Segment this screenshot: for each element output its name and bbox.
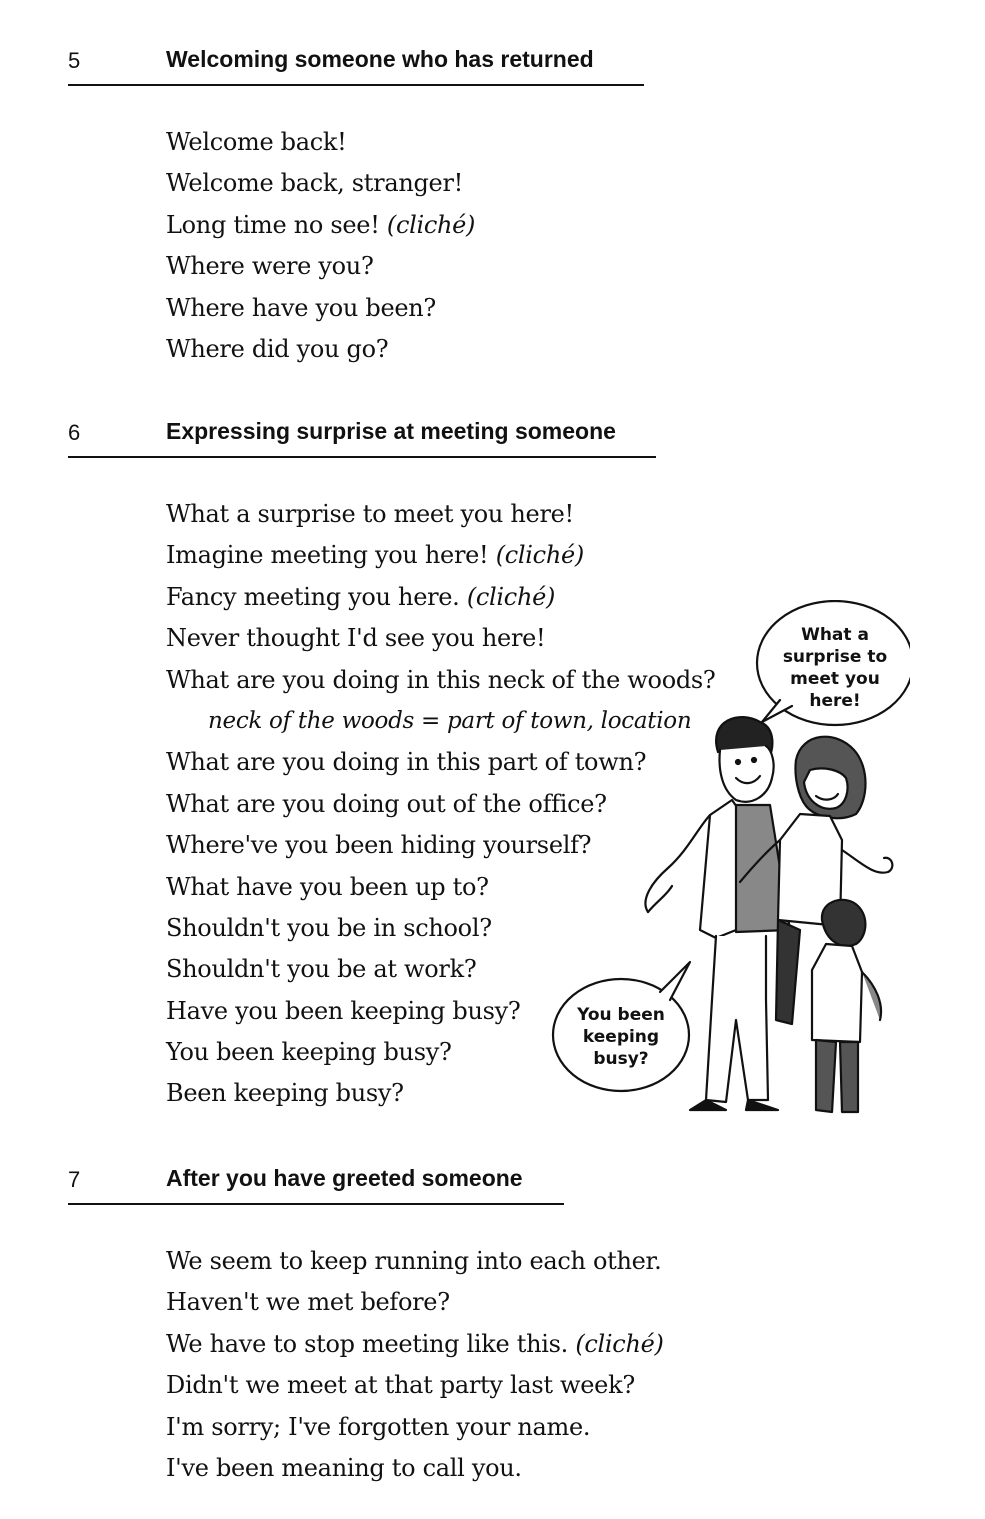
phrase: What are you doing out of the office? xyxy=(166,789,607,818)
phrase: What have you been up to? xyxy=(166,872,489,901)
phrase: Imagine meeting you here! (cliché) xyxy=(166,541,584,570)
section-rule xyxy=(68,1203,564,1205)
phrase: Where did you go? xyxy=(166,334,389,363)
phrase: Where have you been? xyxy=(166,293,436,322)
phrase: Where were you? xyxy=(166,252,374,281)
phrase: Never thought I'd see you here! xyxy=(166,624,546,653)
phrase: We have to stop meeting like this. (cliché) xyxy=(166,1329,664,1358)
phrase: Didn't we meet at that party last week? xyxy=(166,1371,635,1400)
section-number: 5 xyxy=(68,48,81,73)
phrase: Shouldn't you be in school? xyxy=(166,913,492,942)
phrase: Shouldn't you be at work? xyxy=(166,955,477,984)
bubble-bottom-line: keeping xyxy=(582,1027,660,1047)
phrase: Been keeping busy? xyxy=(166,1079,404,1108)
bubble-bottom-line: busy? xyxy=(593,1049,649,1069)
cartoon-illustration xyxy=(540,600,910,1140)
section-number: 6 xyxy=(68,420,81,445)
phrase: Fancy meeting you here. (cliché) xyxy=(166,582,556,611)
phrase: Have you been keeping busy? xyxy=(166,996,521,1025)
usage-note: (cliché) xyxy=(495,541,584,570)
bubble-top-line: What a xyxy=(801,625,869,645)
phrase: What are you doing in this neck of the woods? xyxy=(166,665,716,694)
usage-note: (cliché) xyxy=(466,582,556,611)
phrase: What are you doing in this part of town? xyxy=(166,748,647,777)
phrase: We seem to keep running into each other. xyxy=(166,1247,662,1275)
bubble-top-line: here! xyxy=(809,691,861,711)
phrase: I've been meaning to call you. xyxy=(166,1453,522,1482)
section-title: After you have greeted someone xyxy=(166,1165,523,1191)
section-rule xyxy=(68,456,656,458)
child-figure xyxy=(812,900,881,1112)
bubble-top-line: meet you xyxy=(790,669,880,689)
phrase: You been keeping busy? xyxy=(166,1038,452,1067)
gloss-definition: neck of the woods = part of town, location xyxy=(208,707,692,734)
usage-note: (cliché) xyxy=(575,1329,664,1358)
bubble-top-line: surprise to xyxy=(782,647,888,667)
phrase: Welcome back, stranger! xyxy=(166,169,463,198)
phrase: Haven't we met before? xyxy=(166,1288,450,1317)
section-title: Welcoming someone who has returned xyxy=(166,46,594,72)
phrase: What a surprise to meet you here! xyxy=(166,500,574,528)
phrase: Welcome back! xyxy=(166,128,347,156)
phrase-list xyxy=(166,122,475,370)
bubble-bottom-line: You been xyxy=(577,1005,665,1025)
phrase: Where've you been hiding yourself? xyxy=(166,831,592,860)
section-number: 7 xyxy=(68,1167,81,1192)
usage-note: (cliché) xyxy=(386,210,476,239)
phrase-list xyxy=(166,1241,664,1489)
section-title: Expressing surprise at meeting someone xyxy=(166,418,616,444)
phrase: I'm sorry; I've forgotten your name. xyxy=(166,1412,591,1441)
section-rule xyxy=(68,84,644,86)
phrase: Long time no see! (cliché) xyxy=(166,210,476,239)
